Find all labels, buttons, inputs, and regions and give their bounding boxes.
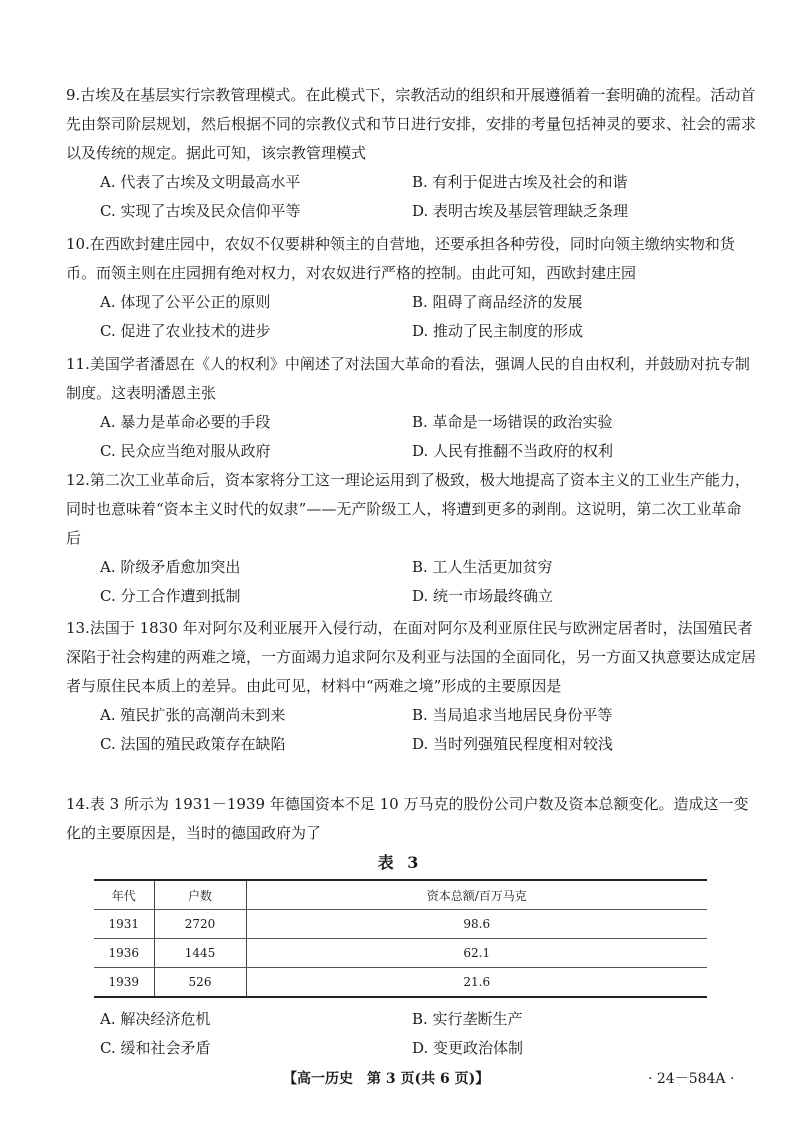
options-row: [66, 1005, 756, 1034]
options-row: [66, 317, 756, 346]
question-14: [66, 790, 756, 848]
option-b: B. 革命是一场错误的政治实验: [412, 413, 613, 431]
column-header-year: 年代: [94, 880, 154, 910]
question-stem: 12.第二次工业革命后，资本家将分工这一理论运用到了极致，极大地提高了资本主义的工业生产能力，同时也意味着“资本主义时代的奴隶”——无产阶级工人，将遭到更多的剥削。这说明，第二次工业革命后: [66, 471, 750, 547]
options-row: [66, 437, 756, 466]
option-b: B. 阻碍了商品经济的发展: [412, 293, 583, 311]
option-c: C. 促进了农业技术的进步: [100, 322, 271, 340]
option-a: A. 解决经济危机: [100, 1010, 211, 1028]
table-cell: 1445: [154, 939, 246, 968]
options-row: [66, 168, 756, 197]
option-d: D. 人民有推翻不当政府的权利: [412, 442, 614, 460]
table-cell: 98.6: [246, 910, 707, 939]
exam-code: · 24－584A ·: [648, 1071, 735, 1087]
option-a: A. 代表了古埃及文明最高水平: [100, 173, 301, 191]
options-row: [66, 197, 756, 226]
option-a: A. 殖民扩张的高潮尚未到来: [100, 706, 286, 724]
option-a: A. 体现了公平公正的原则: [100, 293, 271, 311]
column-header-count: 户数: [154, 880, 246, 910]
options-row: [66, 730, 756, 759]
table-cell: 62.1: [246, 939, 707, 968]
table-cell: 1931: [94, 910, 154, 939]
question-stem: 14.表 3 所示为 1931－1939 年德国资本不足 10 万马克的股份公司户数及资本总额变化。造成这一变化的主要原因是，当时的德国政府为了: [66, 795, 749, 842]
question-stem: 10.在西欧封建庄园中，农奴不仅要耕种领主的自营地，还要承担各种劳役，同时向领主缴纳实物和货币。而领主则在庄园拥有绝对权力，对农奴进行严格的控制。由此可知，西欧封建庄园: [66, 235, 735, 282]
options-row: [66, 582, 756, 611]
table-title: 表 3: [377, 853, 423, 872]
question-stem: 9.古埃及在基层实行宗教管理模式。在此模式下，宗教活动的组织和开展遵循着一套明确的流程。活动首先由祭司阶层规划，然后根据不同的宗教仪式和节日进行安排，安排的考量包括神灵的要求、社会的需求以及传统的规定。据此可知，该宗教管理模式: [66, 86, 757, 162]
option-d: D. 推动了民主制度的形成: [412, 322, 584, 340]
option-d: D. 变更政治体制: [412, 1039, 524, 1057]
option-d: D. 统一市场最终确立: [412, 587, 554, 605]
option-b: B. 实行垄断生产: [412, 1010, 523, 1028]
question-11: [66, 350, 756, 466]
option-c: C. 法国的殖民政策存在缺陷: [100, 735, 286, 753]
option-d: D. 当时列强殖民程度相对较浅: [412, 735, 614, 753]
option-d: D. 表明古埃及基层管理缺乏条理: [412, 202, 629, 220]
option-a: A. 阶级矛盾愈加突出: [100, 558, 241, 576]
question-12: [66, 466, 756, 611]
table-row: [94, 939, 707, 968]
data-table: [94, 879, 707, 998]
options-row: [66, 408, 756, 437]
table-cell: 526: [154, 968, 246, 998]
option-c: C. 民众应当绝对服从政府: [100, 442, 271, 460]
table-header-row: [94, 880, 707, 910]
question-10: [66, 230, 756, 346]
question-stem: 11.美国学者潘恩在《人的权利》中阐述了对法国大革命的看法，强调人民的自由权利，并鼓励对抗专制制度。这表明潘恩主张: [66, 355, 750, 402]
option-b: B. 当局追求当地居民身份平等: [412, 706, 613, 724]
table-cell: 1936: [94, 939, 154, 968]
option-c: C. 分工合作遭到抵制: [100, 587, 241, 605]
option-b: B. 工人生活更加贫穷: [412, 558, 553, 576]
options-row: [66, 701, 756, 730]
page-number-label: 【高一历史 第 3 页(共 6 页)】: [283, 1071, 490, 1087]
table-cell: 2720: [154, 910, 246, 939]
option-c: C. 实现了古埃及民众信仰平等: [100, 202, 301, 220]
column-header-capital: 资本总额/百万马克: [246, 880, 707, 910]
options-row: [66, 553, 756, 582]
table-cell: 1939: [94, 968, 154, 998]
question-9: [66, 81, 756, 226]
question-stem: 13.法国于 1830 年对阿尔及利亚展开入侵行动，在面对阿尔及利亚原住民与欧洲定居者时，法国殖民者深陷于社会构建的两难之境，一方面竭力追求阿尔及利亚与法国的全面同化，另一方面又执意要达成定居者与原住民本质上的差异。由此可见，材料中“两难之境”形成的主要原因是: [66, 619, 757, 695]
options-row: [66, 1034, 756, 1063]
option-a: A. 暴力是革命必要的手段: [100, 413, 271, 431]
question-13: [66, 614, 756, 759]
option-c: C. 缓和社会矛盾: [100, 1039, 211, 1057]
table-row: [94, 968, 707, 998]
table-cell: 21.6: [463, 975, 491, 989]
option-b: B. 有利于促进古埃及社会的和谐: [412, 173, 628, 191]
options-row: [66, 288, 756, 317]
question-14-options: [66, 1005, 756, 1063]
table-row: [94, 910, 707, 939]
